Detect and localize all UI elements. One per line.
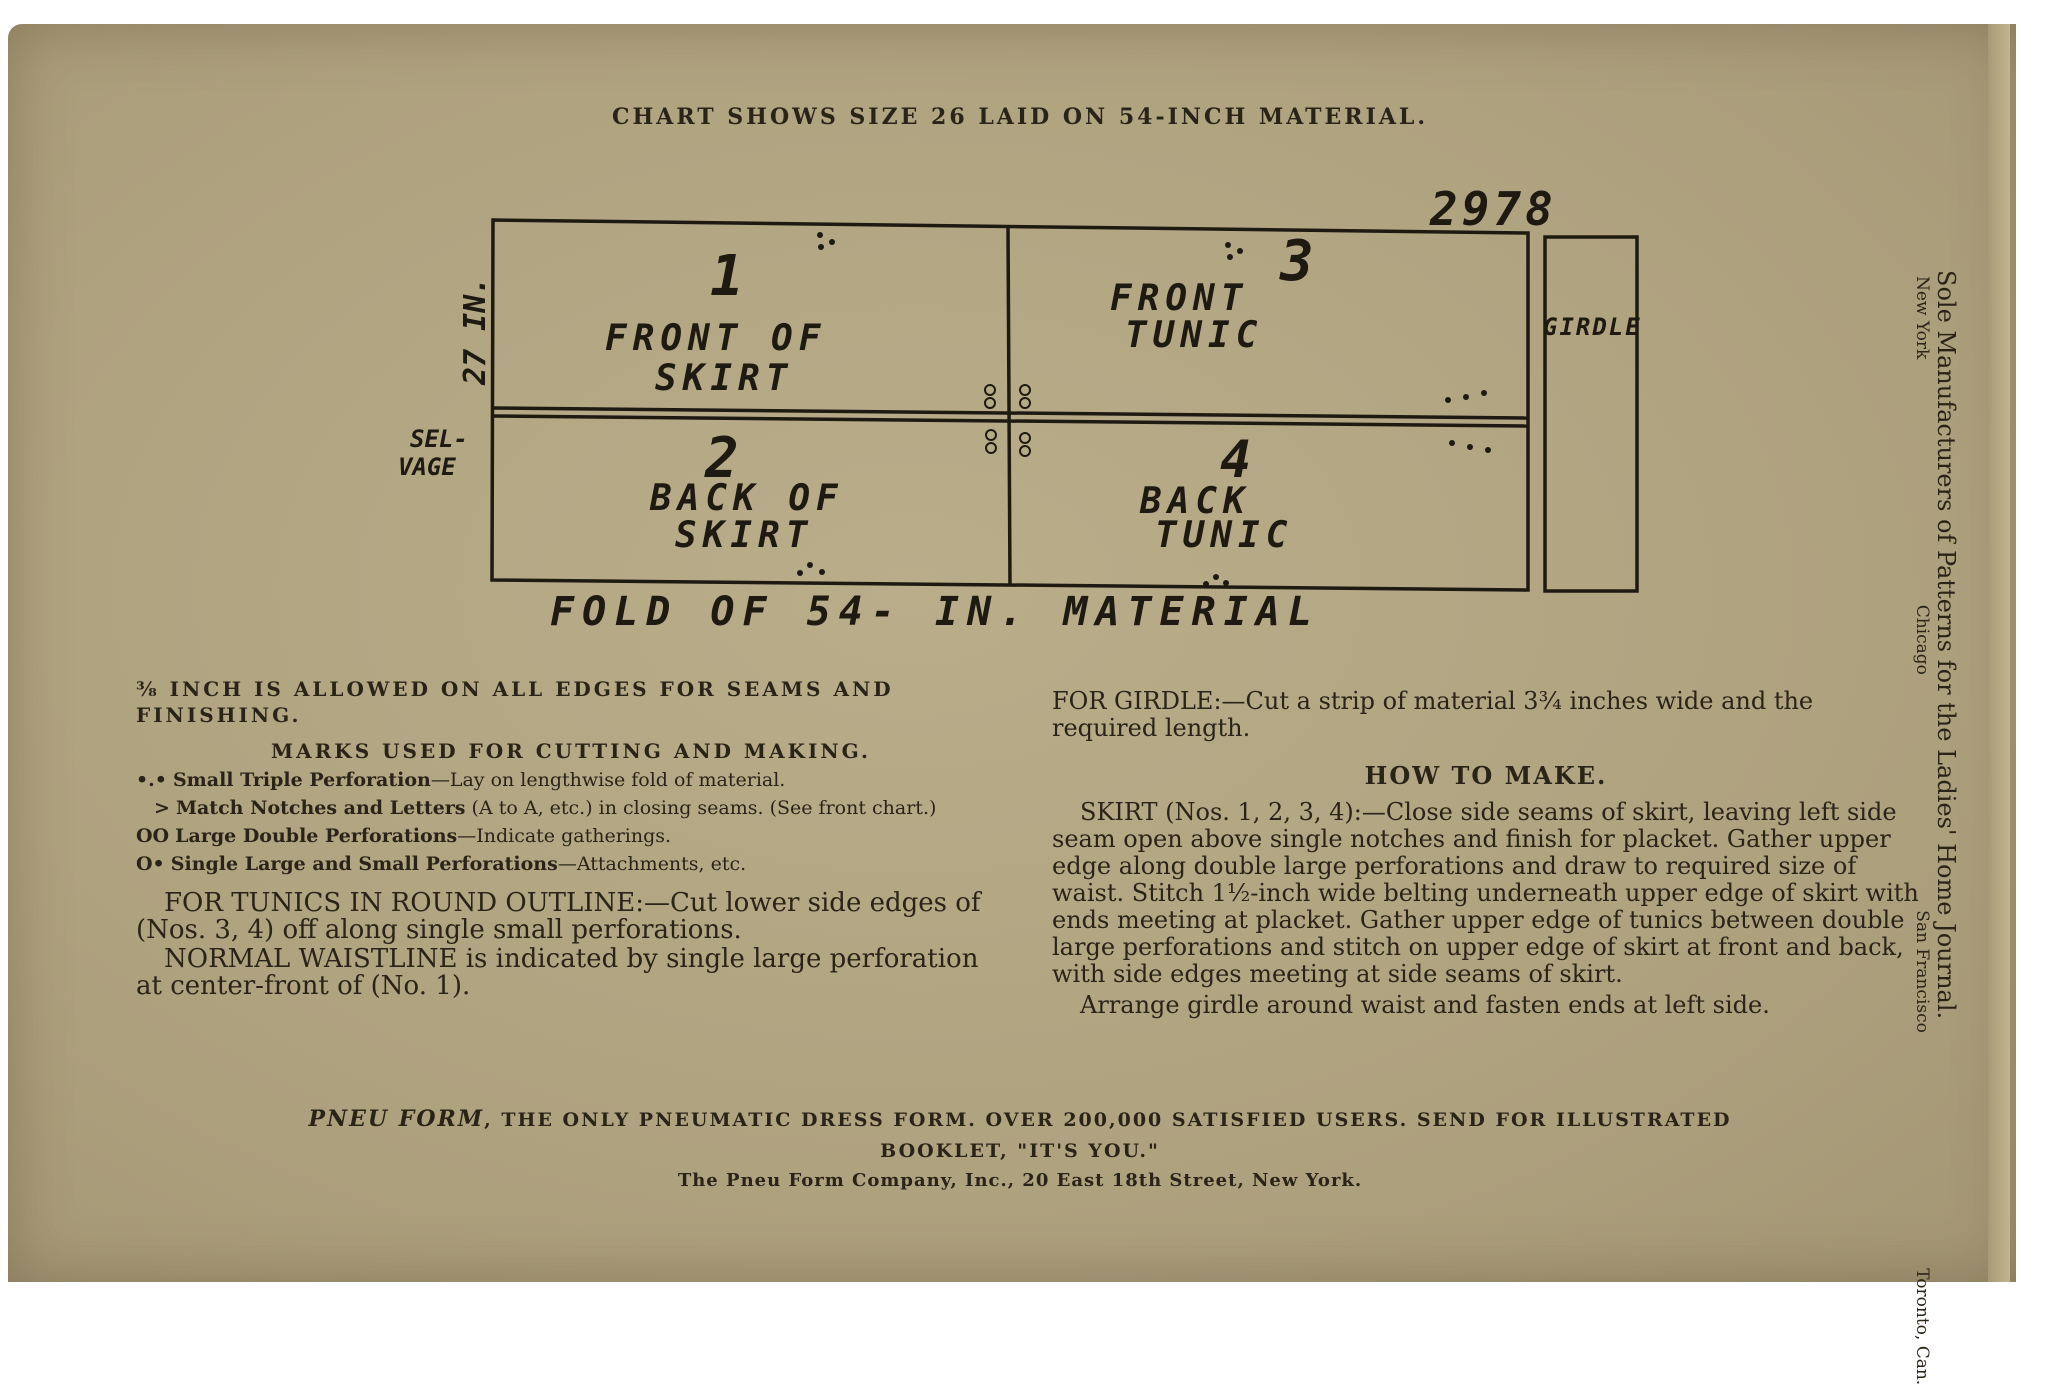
piece1-name-a: FRONT OF (605, 318, 827, 359)
skirt-lead: SKIRT (Nos. 1, 2, 3, 4) (1080, 798, 1354, 826)
mark-name: Single Large and Small Perforations (170, 853, 558, 875)
city-toronto: Toronto, Can. (1912, 1268, 1932, 1385)
tunics-paragraph (136, 890, 1006, 944)
city-new-york: New York (1912, 276, 1932, 360)
mark-symbol: OO (136, 825, 170, 847)
selvage-label-a: SEL- (410, 425, 468, 453)
fold-label: FOLD OF 54- IN. MATERIAL (550, 589, 1320, 635)
piece4-name-b: TUNIC (1155, 515, 1294, 556)
piece3-number: 3 (1280, 229, 1314, 294)
mark-desc: —Lay on lengthwise fold of material. (430, 769, 786, 791)
mark-double-perforations (136, 824, 1006, 848)
girdle-paragraph (1052, 688, 1920, 742)
pattern-number: 2978 (1430, 185, 1557, 236)
mark-triple-perforation (136, 768, 1006, 792)
waist-lead: NORMAL WAISTLINE (164, 944, 458, 974)
piece2-number: 2 (705, 426, 739, 491)
mark-name: Match Notches and Letters (175, 797, 466, 819)
piece1-name-b: SKIRT (655, 358, 794, 399)
piece2-name-b: SKIRT (675, 515, 814, 556)
girdle-piece (1545, 237, 1637, 591)
mark-notches (136, 796, 1006, 820)
piece2-name-a: BACK OF (650, 478, 844, 519)
mark-desc: —Indicate gatherings. (457, 825, 672, 847)
mark-desc: (A to A, etc.) in closing seams. (See front chart.) (465, 797, 937, 819)
piece4-name-a: BACK (1140, 481, 1251, 522)
selvage-label-b: VAGE (398, 453, 456, 481)
side-makers-text: Sole Manufacturers of Patterns for the Ladies' Home Journal. (1932, 270, 1960, 1020)
girdle-label: GIRDLE (1543, 313, 1642, 341)
piece4-number: 4 (1220, 430, 1252, 490)
advert-line1: , THE ONLY PNEUMATIC DRESS FORM. OVER 200,000 SATISFIED USERS. SEND FOR ILLUSTRATED BOOKLET, "IT'S YOU." (484, 1109, 1732, 1162)
piece3-name-a: FRONT (1110, 278, 1249, 319)
left-column (136, 676, 1006, 1000)
cutting-layout-diagram (380, 185, 1710, 655)
arrange-paragraph: Arrange girdle around waist and fasten ends at left side. (1080, 991, 1770, 1019)
pneu-form-advert (270, 1104, 1770, 1196)
tunics-text: :—Cut lower side edges of (Nos. 3, 4) off along single small perforations. (136, 888, 981, 945)
width-label: 27 IN. (458, 276, 493, 385)
skirt-paragraph (1052, 799, 1920, 988)
seam-allowance-note: ⅜ INCH IS ALLOWED ON ALL EDGES FOR SEAMS AND FINISHING. (136, 677, 894, 727)
mark-symbol: O• (136, 853, 165, 875)
piece-divider (1008, 227, 1010, 585)
advert-address: The Pneu Form Company, Inc., 20 East 18th Street, New York. (677, 1170, 1363, 1191)
mark-name: Small Triple Perforation (172, 769, 431, 791)
skirt-text: :—Close side seams of skirt, leaving left side seam open above single notches and finish for placket. Gather upper edge along double large perforations and draw to required size of waist. Stitch 1½-inch wide belting underneath upper edge of skirt with ends meeting at placket. Gather upper edge of tunics between double large perforations and stitch on upper edge of skirt at front and back, with side edges meeting at side seams of skirt. (1052, 798, 1919, 988)
advert-brand: PNEU FORM (308, 1106, 485, 1132)
mark-symbol: > (154, 797, 170, 819)
girdle-text: :—Cut a strip of material 3¾ inches wide and the required length. (1052, 687, 1814, 742)
how-to-make-heading: HOW TO MAKE. (1364, 761, 1608, 790)
right-column (1052, 688, 1920, 1019)
marks-heading: MARKS USED FOR CUTTING AND MAKING. (271, 739, 871, 763)
girdle-lead: FOR GIRDLE (1052, 687, 1214, 715)
chart-title: CHART SHOWS SIZE 26 LAID ON 54-INCH MATERIAL. (612, 104, 1429, 130)
city-san-francisco: San Francisco (1912, 910, 1932, 1033)
piece1-number: 1 (710, 244, 744, 309)
waist-text: is indicated by single large perforation at center-front of (No. 1). (136, 944, 979, 1001)
marks-list (136, 768, 1006, 876)
mark-desc: —Attachments, etc. (557, 853, 747, 875)
tunics-lead: FOR TUNICS IN ROUND OUTLINE (164, 888, 636, 918)
mark-symbol: •.• (136, 769, 167, 791)
city-chicago: Chicago (1912, 604, 1932, 675)
side-cities (1912, 276, 1932, 1385)
piece3-name-b: TUNIC (1125, 315, 1264, 356)
mark-name: Large Double Perforations (175, 825, 458, 847)
waistline-paragraph (136, 946, 1006, 1000)
envelope-flap-edge (1988, 24, 2010, 1282)
mark-single-perforations (136, 852, 1006, 876)
